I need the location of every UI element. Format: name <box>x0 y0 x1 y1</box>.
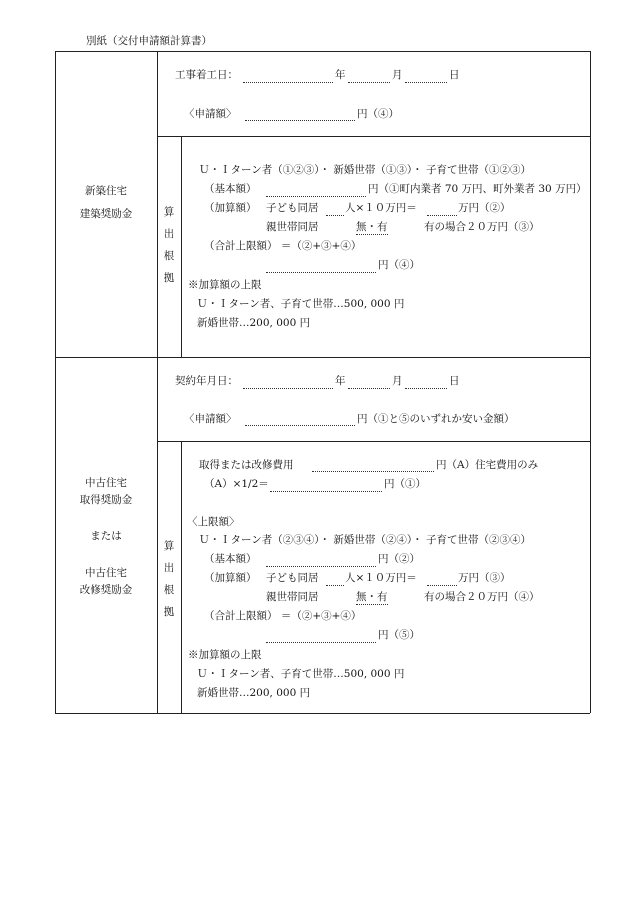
total-limit-suffix: 円（④） <box>378 259 420 271</box>
limit-label: 〈上限額〉 <box>187 516 240 528</box>
total-limit-label: （合計上限額） ＝（②+③+④） <box>204 240 362 252</box>
section-label-line: または <box>90 530 122 542</box>
base-amount-suffix: 円（②） <box>378 553 420 565</box>
apply-amount-field[interactable] <box>245 415 355 426</box>
month-unit: 月 <box>392 69 403 81</box>
apply-amount-field[interactable] <box>245 110 355 121</box>
cap-line: 新婚世帯…200, 000 円 <box>197 317 311 329</box>
parent-cohabit-label: 親世帯同居 <box>266 591 319 603</box>
month-field[interactable] <box>348 72 390 83</box>
child-multiplier: 人×１０万円＝ <box>345 572 417 584</box>
cost-label: 取得または改修費用 <box>199 459 294 471</box>
month-field[interactable] <box>348 378 390 389</box>
child-cohabit-label: 子ども同居 <box>266 572 319 584</box>
child-amount-suffix: 万円（③） <box>458 572 511 584</box>
total-limit-label: （合計上限額） ＝（②+③+④） <box>204 610 362 622</box>
section-label-line: 新築住宅 <box>85 185 127 197</box>
day-unit: 日 <box>449 375 460 387</box>
cap-line: Ｕ・Ｉターン者、子育て世帯…500, 000 円 <box>197 298 405 310</box>
child-amount-field[interactable] <box>427 575 457 586</box>
cost-suffix: 円（A）住宅費用のみ <box>436 459 539 471</box>
cap-title: ※加算額の上限 <box>188 279 262 291</box>
cap-line: 新婚世帯…200, 000 円 <box>197 687 311 699</box>
apply-amount-suffix: 円（①と⑤のいずれか安い金額） <box>357 413 515 425</box>
parent-cohabit-suffix: 有の場合２０万円（④） <box>424 591 540 603</box>
add-amount-label: （加算額） <box>204 572 257 584</box>
month-unit: 月 <box>392 375 403 387</box>
apply-amount-label: 〈申請額〉 <box>184 108 237 120</box>
section-label-line: 中古住宅 <box>85 477 127 489</box>
base-amount-field[interactable] <box>266 186 366 197</box>
section-label-line: 取得奨励金 <box>79 494 133 506</box>
day-unit: 日 <box>449 69 460 81</box>
parent-cohabit-label: 親世帯同居 <box>266 221 319 233</box>
apply-amount-label: 〈申請額〉 <box>184 413 237 425</box>
cost-field[interactable] <box>312 461 434 472</box>
add-amount-label: （加算額） <box>204 202 257 214</box>
parent-cohabit-suffix: 有の場合２０万円（③） <box>424 221 540 233</box>
half-cost-suffix: 円（①） <box>384 478 426 490</box>
child-amount-suffix: 万円（②） <box>458 202 511 214</box>
child-count-field[interactable] <box>326 575 344 586</box>
cap-line: Ｕ・Ｉターン者、子育て世帯…500, 000 円 <box>197 668 405 680</box>
half-cost-label: （A）×1/2＝ <box>204 478 269 490</box>
section-label-line: 中古住宅 <box>85 567 127 579</box>
contract-date-label: 契約年月日： <box>175 375 238 387</box>
apply-amount-suffix: 円（④） <box>357 108 399 120</box>
section-label-line: 建築奨励金 <box>79 208 133 220</box>
cap-title: ※加算額の上限 <box>188 649 262 661</box>
section-label-line: 改修奨励金 <box>79 584 133 596</box>
day-field[interactable] <box>405 72 447 83</box>
eligibility-line: Ｕ・Ｉターン者（②③④）・ 新婚世帯（②④）・ 子育て世帯（②③④） <box>199 534 531 546</box>
year-field[interactable] <box>243 378 333 389</box>
eligibility-line: Ｕ・Ｉターン者（①②③）・ 新婚世帯（①③）・ 子育て世帯（①②③） <box>199 164 531 176</box>
child-cohabit-label: 子ども同居 <box>266 202 319 214</box>
child-multiplier: 人×１０万円＝ <box>345 202 417 214</box>
total-limit-field[interactable] <box>266 632 376 643</box>
base-amount-field[interactable] <box>266 556 376 567</box>
base-amount-label: （基本額） <box>204 553 257 565</box>
basis-label: 算 出 根 拠 <box>163 540 175 618</box>
basis-label: 算 出 根 拠 <box>163 206 175 284</box>
year-field[interactable] <box>243 72 333 83</box>
total-limit-field[interactable] <box>266 262 376 273</box>
base-amount-label: （基本額） <box>204 183 257 195</box>
day-field[interactable] <box>405 378 447 389</box>
parent-cohabit-options[interactable]: 無・有 <box>356 591 388 603</box>
document-title: 別紙（交付申請額計算書） <box>86 35 212 47</box>
base-amount-suffix: 円（①町内業者 70 万円、町外業者 30 万円） <box>368 183 587 195</box>
year-unit: 年 <box>335 69 346 81</box>
total-limit-suffix: 円（⑤） <box>378 629 420 641</box>
child-amount-field[interactable] <box>427 205 457 216</box>
start-date-label: 工事着工日： <box>175 69 238 81</box>
child-count-field[interactable] <box>326 205 344 216</box>
half-cost-field[interactable] <box>270 481 382 492</box>
year-unit: 年 <box>335 375 346 387</box>
parent-cohabit-options[interactable]: 無・有 <box>356 221 388 233</box>
